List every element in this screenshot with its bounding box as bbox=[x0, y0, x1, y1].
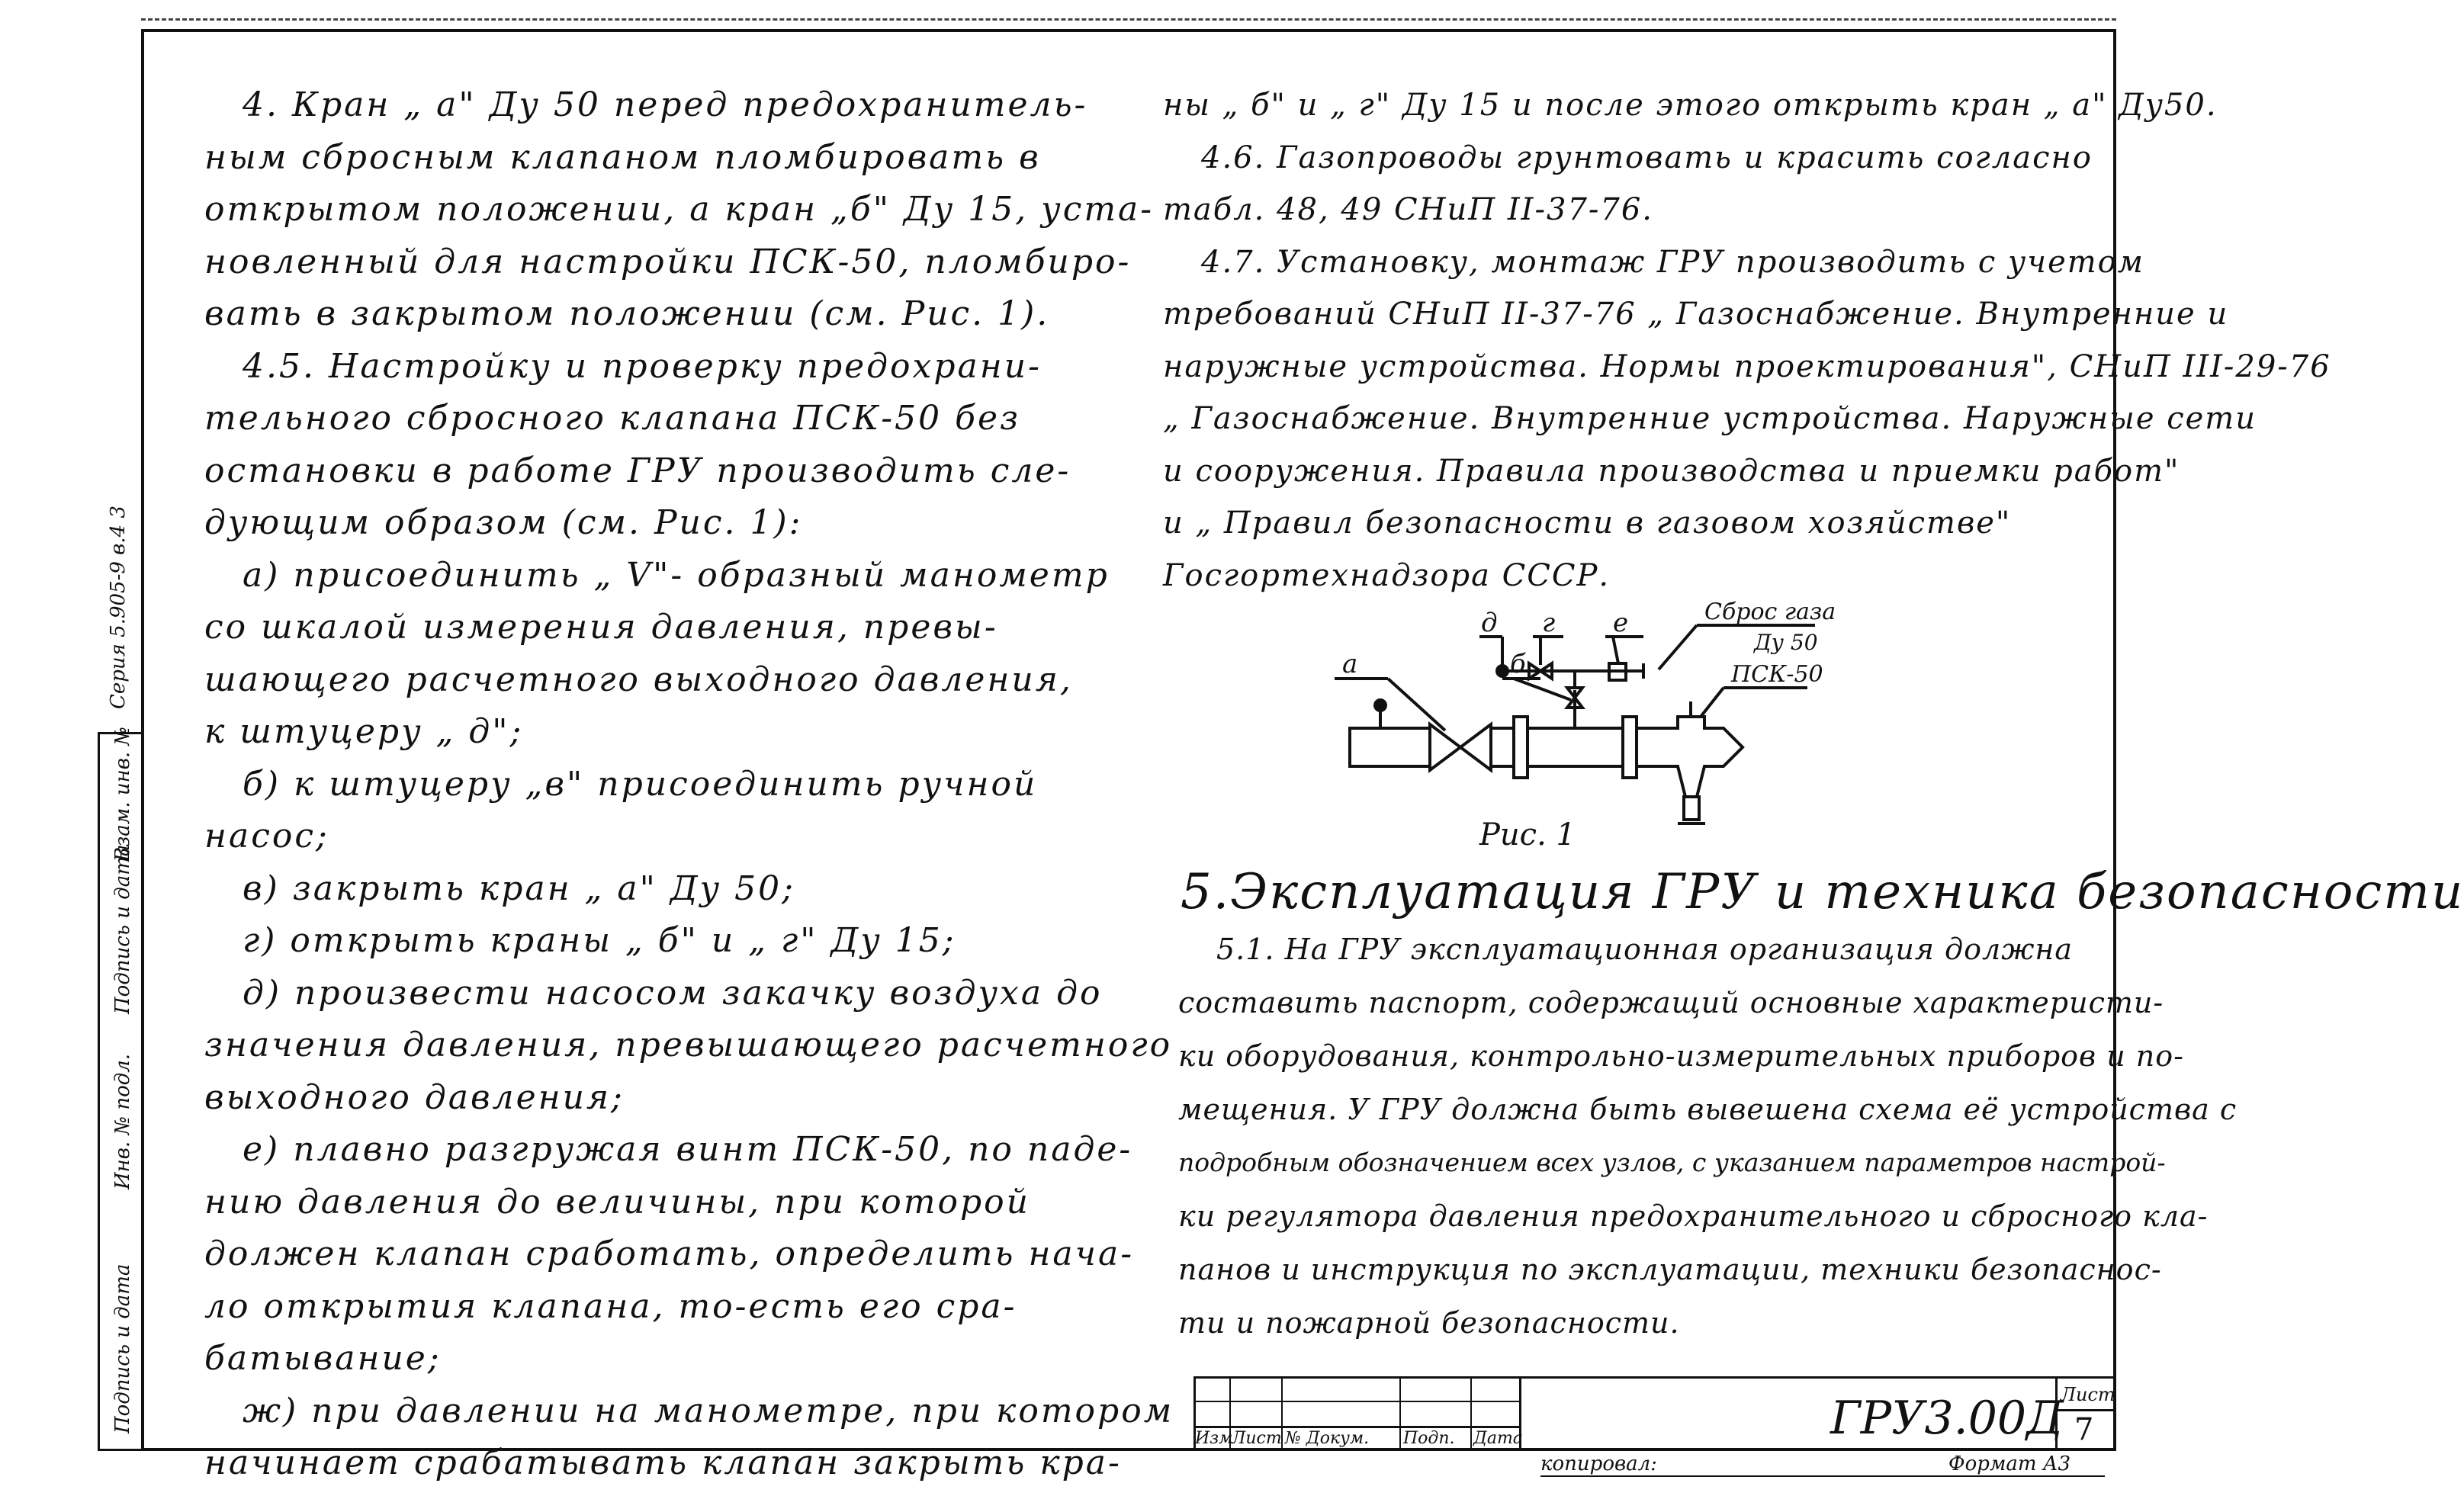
text-line: и сооружения. Правила производства и приемки работ" bbox=[1163, 453, 2180, 489]
pipe-section bbox=[1528, 728, 1623, 766]
valve-a-left bbox=[1430, 724, 1460, 770]
tb-col-line bbox=[1470, 1376, 1472, 1451]
sheet-cell-divider bbox=[2055, 1409, 2116, 1411]
sidebar-stamp: Инв. № подл. bbox=[111, 1053, 134, 1189]
section-heading: 5.Эксплуатация ГРУ и техника безопасности bbox=[1181, 864, 2464, 920]
valve-diagram bbox=[1319, 599, 1929, 854]
tb-col-line bbox=[1399, 1376, 1401, 1451]
top-border-line bbox=[141, 18, 2116, 21]
figure-label-sbros: Сброс газа bbox=[1704, 599, 1836, 625]
leader-psk2 bbox=[1701, 688, 1724, 717]
leader-b2 bbox=[1514, 679, 1571, 700]
text-line: Госгортехнадзора СССР. bbox=[1163, 557, 1611, 593]
text-line: насос; bbox=[204, 817, 329, 856]
text-line: ки регулятора давления предохранительного и сбросного кла- bbox=[1178, 1199, 2209, 1233]
sidebar-stamp: Подпись и дата bbox=[111, 1263, 134, 1433]
psk-spring bbox=[1684, 797, 1699, 820]
figure-label-psk: ПСК-50 bbox=[1731, 661, 1823, 688]
text-line: остановки в работе ГРУ производить сле- bbox=[204, 451, 1071, 490]
bottom-underline bbox=[1540, 1475, 2105, 1477]
copied-label: копировал: bbox=[1540, 1453, 1657, 1475]
text-line: а) присоединить „ V"- образный манометр bbox=[243, 555, 1110, 595]
flange-1 bbox=[1491, 728, 1514, 766]
tb-row-line bbox=[1193, 1426, 1521, 1428]
text-line: ло открытия клапана, то-есть его сра- bbox=[204, 1286, 1017, 1326]
flange-2 bbox=[1514, 717, 1528, 778]
text-line: батывание; bbox=[204, 1339, 442, 1378]
text-line: тельного сбросного клапана ПСК-50 без bbox=[204, 399, 1021, 438]
figure-caption: Рис. 1 bbox=[1479, 817, 1576, 852]
left-text-column bbox=[204, 79, 1174, 1490]
text-line: „ Газоснабжение. Внутренние устройства. Наружные сети bbox=[1163, 401, 2257, 436]
tb-col-list: Лист bbox=[1232, 1429, 1282, 1448]
text-line: шающего расчетного выходного давления, bbox=[204, 660, 1073, 699]
text-line: 5.1. На ГРУ эксплуатационная организация должна bbox=[1216, 933, 2074, 966]
sidebar-stamp: Подпись и дата bbox=[111, 844, 134, 1014]
valve-a-right bbox=[1460, 724, 1491, 770]
text-line: составить паспорт, содержащий основные характеристи- bbox=[1178, 986, 2164, 1019]
leader-e2 bbox=[1613, 637, 1618, 663]
figure-label-dy50: Ду 50 bbox=[1754, 630, 1818, 655]
text-line: новленный для настройки ПСК-50, пломбиро- bbox=[204, 242, 1132, 281]
text-line: к штуцеру „ д"; bbox=[204, 712, 524, 751]
figure-label-e: е bbox=[1613, 608, 1629, 638]
document-code: ГРУ3.00Д bbox=[1830, 1392, 2064, 1445]
text-line: и „ Правил безопасности в газовом хозяйстве" bbox=[1163, 506, 2012, 541]
figure-label-a: а bbox=[1342, 649, 1358, 679]
inlet-pipe bbox=[1350, 728, 1430, 766]
text-line: е) плавно разгружая винт ПСК-50, по паде- bbox=[243, 1130, 1133, 1169]
text-line: табл. 48, 49 СНиП II-37-76. bbox=[1163, 192, 1654, 227]
text-line: ти и пожарной безопасности. bbox=[1178, 1306, 1680, 1340]
text-line: д) произвести насосом закачку воздуха до bbox=[243, 973, 1103, 1013]
text-line: выходного давления; bbox=[204, 1077, 625, 1117]
text-line: вать в закрытом положении (см. Рис. 1). bbox=[204, 294, 1050, 333]
text-line: дующим образом (см. Рис. 1): bbox=[204, 503, 803, 542]
text-line: 4.7. Установку, монтаж ГРУ производить с учетом bbox=[1201, 244, 2144, 280]
tb-col-sign: Подп. bbox=[1403, 1429, 1455, 1448]
text-line: наружные устройства. Нормы проектирования", СНиП III-29-76 bbox=[1163, 348, 2331, 384]
sheet-label: Лист bbox=[2061, 1384, 2115, 1405]
text-line: в) закрыть кран „ а" Ду 50; bbox=[243, 868, 795, 908]
section5-body bbox=[1178, 923, 2237, 1350]
text-line: начинает срабатывать клапан закрыть кра- bbox=[204, 1443, 1122, 1482]
text-line: ным сбросным клапаном пломбировать в bbox=[204, 137, 1041, 177]
text-line: открытом положении, а кран „б" Ду 15, уста- bbox=[204, 190, 1155, 229]
text-line: требований СНиП II-37-76 „ Газоснабжение. Внутренние и bbox=[1163, 297, 2229, 332]
tb-row-line bbox=[1193, 1401, 1521, 1402]
leader-a2 bbox=[1388, 679, 1445, 730]
flange-3 bbox=[1623, 717, 1637, 778]
fitting-d bbox=[1497, 666, 1508, 676]
sidebar-series: Серия 5.905-9 в.4 3 bbox=[107, 506, 130, 709]
text-line: 4. Кран „ а" Ду 50 перед предохранитель- bbox=[243, 85, 1088, 124]
text-line: подробным обозначением всех узлов, с указанием параметров настрой- bbox=[1178, 1148, 2166, 1177]
plug-knob bbox=[1375, 700, 1386, 711]
text-line: мещения. У ГРУ должна быть вывешена схема её устройства с bbox=[1178, 1093, 2238, 1126]
text-line: ки оборудования, контрольно-измерительных приборов и по- bbox=[1178, 1039, 2184, 1073]
figure-label-d: д bbox=[1481, 608, 1498, 638]
right-text-column bbox=[1163, 79, 2331, 602]
text-line: значения давления, превышающего расчетного bbox=[204, 1026, 1173, 1064]
text-line: нию давления до величины, при которой bbox=[204, 1182, 1030, 1222]
text-line: г) открыть краны „ б" и „ г" Ду 15; bbox=[243, 921, 956, 960]
format-label: Формат А3 bbox=[1948, 1453, 2071, 1475]
sidebar-stamp: Взам. инв. № bbox=[111, 726, 134, 862]
text-line: б) к штуцеру „в" присоединить ручной bbox=[243, 764, 1038, 804]
text-line: 4.5. Настройку и проверку предохрани- bbox=[243, 346, 1042, 386]
leader-sbros2 bbox=[1659, 625, 1697, 669]
figure-label-g: г bbox=[1542, 608, 1556, 638]
tb-col-date: Дата bbox=[1473, 1429, 1523, 1448]
text-line: ж) при давлении на манометре, при котором bbox=[243, 1391, 1174, 1430]
tb-col-doc: № Докум. bbox=[1285, 1429, 1370, 1448]
text-line: должен клапан сработать, определить нача- bbox=[204, 1234, 1135, 1273]
text-line: панов и инструкция по эксплуатации, техники безопаснос- bbox=[1178, 1253, 2162, 1286]
sheet-number: 7 bbox=[2074, 1412, 2094, 1447]
tb-col-izm: Изм bbox=[1195, 1429, 1233, 1448]
text-line: со шкалой измерения давления, превы- bbox=[204, 608, 998, 647]
text-line: ны „ б" и „ г" Ду 15 и после этого открыть кран „ а" Ду50. bbox=[1163, 88, 2218, 123]
figure-label-b: б bbox=[1510, 649, 1526, 679]
psk-50-body bbox=[1637, 717, 1743, 797]
text-line: 4.6. Газопроводы грунтовать и красить согласно bbox=[1201, 140, 2093, 175]
